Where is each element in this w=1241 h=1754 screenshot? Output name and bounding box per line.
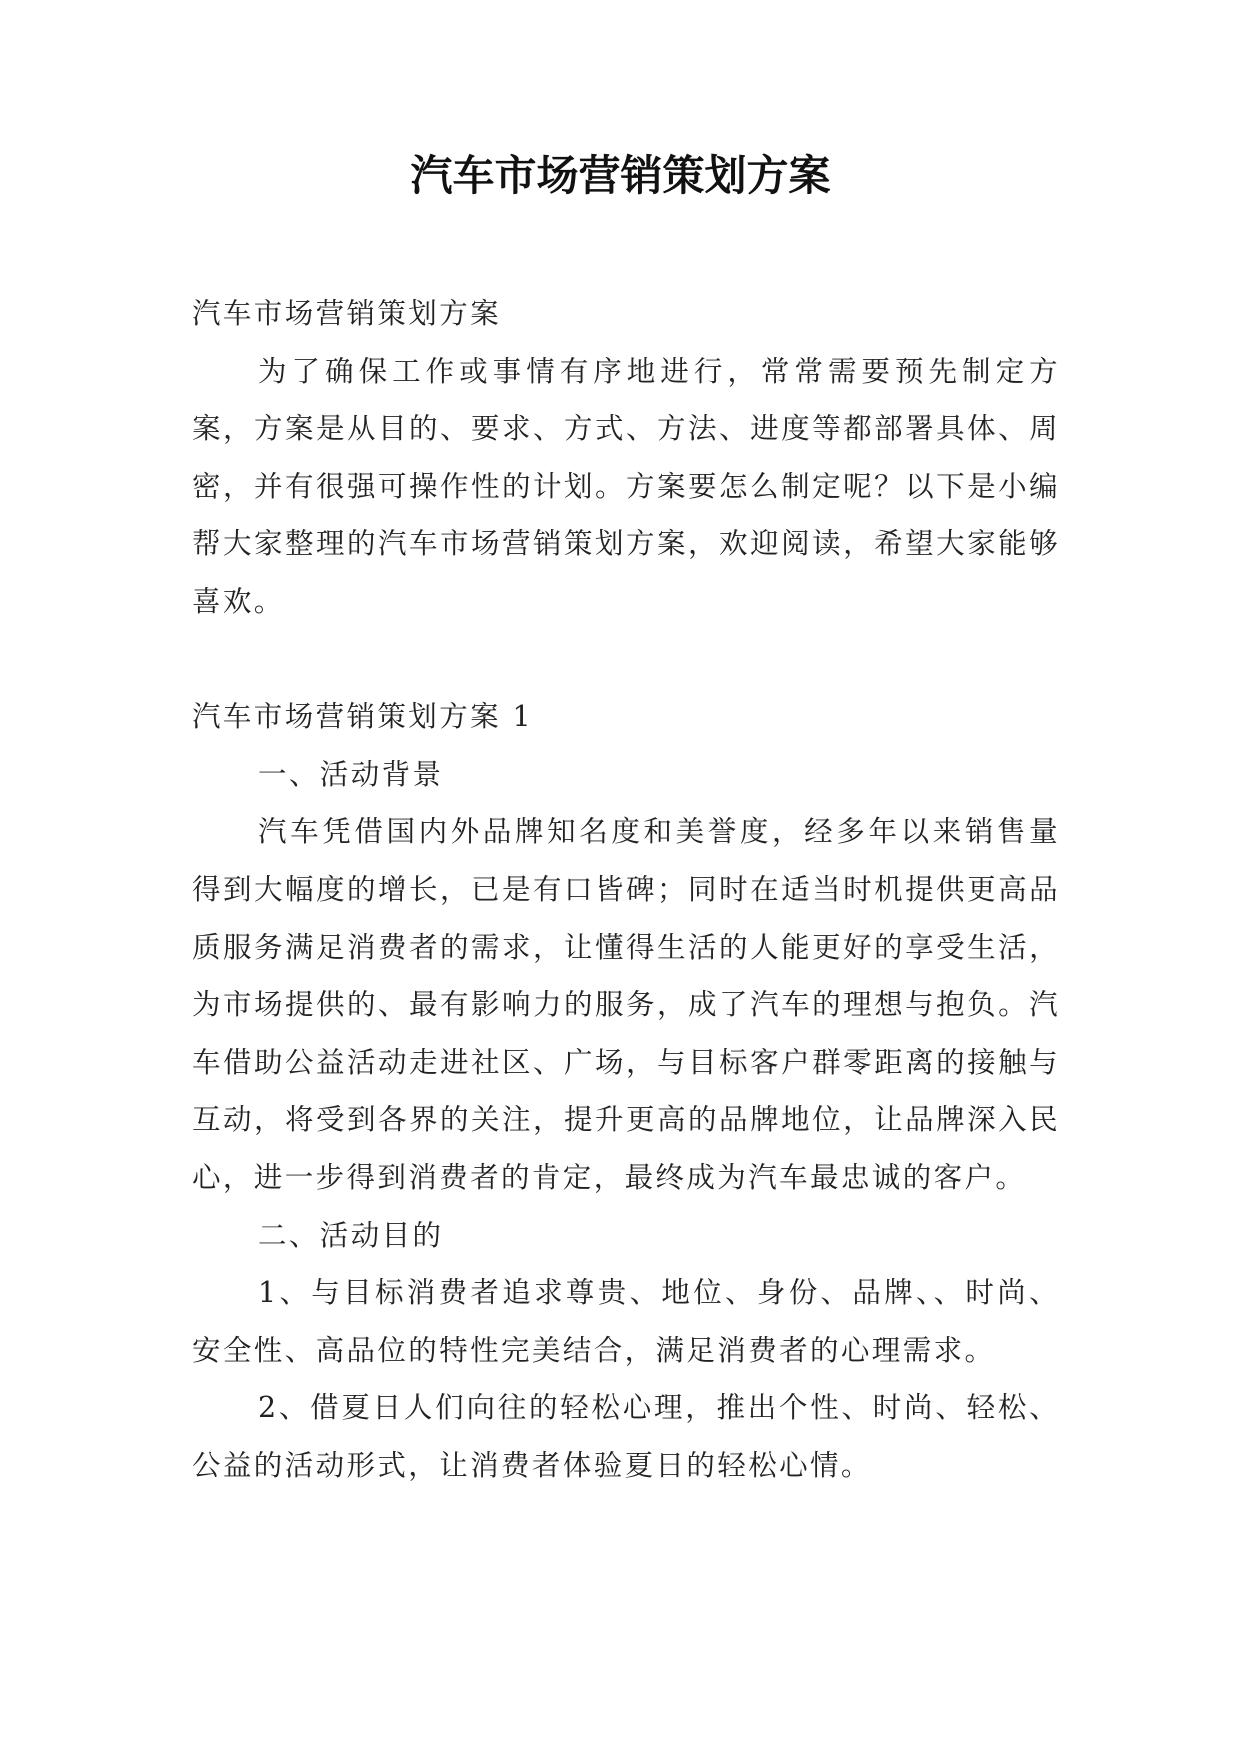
section1-heading: 汽车市场营销策划方案 1 [192,700,533,734]
goal-heading: 二、活动目的 [258,1218,444,1252]
intro-heading: 汽车市场营销策划方案 [192,297,502,330]
section-spacer [192,631,1060,689]
goal-item-1: 1、与目标消费者追求尊贵、地位、身份、品牌、、时尚、安全性、高品位的特性完美结合，满足消费者的心理需求。 [192,1276,1060,1367]
intro-paragraph: 为了确保工作或事情有序地进行，常常需要预先制定方案，方案是从目的、要求、方式、方法、进度等都部署具体、周密，并有很强可操作性的计划。方案要怎么制定呢？以下是小编帮大家整理的汽车市场营销策划方案，欢迎阅读，希望大家能够喜欢。 [192,354,1060,618]
document-body [192,285,1060,1494]
background-heading: 一、活动背景 [258,757,444,791]
document-title: 汽车市场营销策划方案 [410,151,831,200]
goal-item-2: 2、借夏日人们向往的轻松心理，推出个性、时尚、轻松、公益的活动形式，让消费者体验夏日的轻松心情。 [192,1391,1060,1482]
background-paragraph: 汽车凭借国内外品牌知名度和美誉度，经多年以来销售量得到大幅度的增长，已是有口皆碑；同时在适当时机提供更高品质服务满足消费者的需求，让懂得生活的人能更好的享受生活，为市场提供的、最有影响力的服务，成了汽车的理想与抱负。汽车借助公益活动走进社区、广场，与目标客户群零距离的接触与互动，将受到各界的关注，提升更高的品牌地位，让品牌深入民心，进一步得到消费者的肯定，最终成为汽车最忠诚的客户。 [192,815,1060,1194]
